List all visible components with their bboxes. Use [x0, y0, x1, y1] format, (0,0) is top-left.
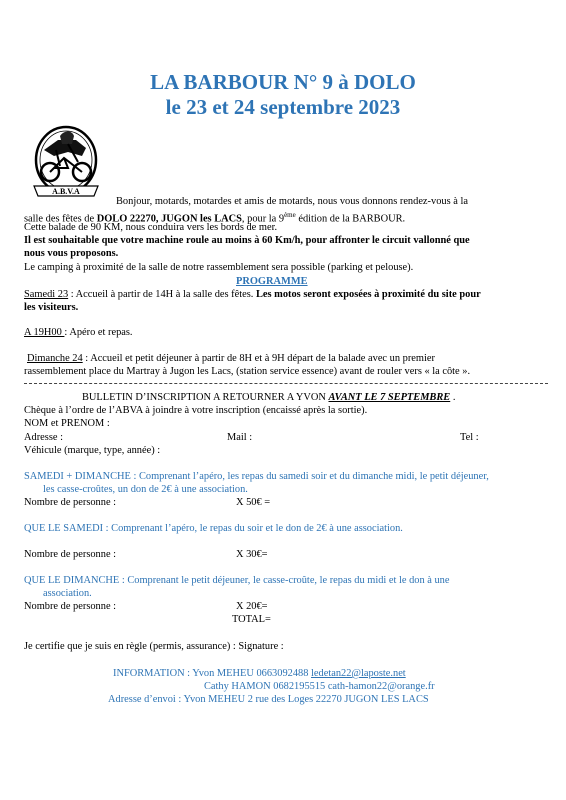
info-email-link[interactable]: ledetan22@laposte.net [311, 668, 406, 679]
logo-text: A.B.V.A [52, 187, 80, 196]
contact-line-3: Adresse d’envoi : Yvon MEHEU 2 rue des Loges 22270 JUGON LES LACS [108, 694, 429, 705]
intro-line-2: salle des fêtes de DOLO 22270, JUGON les LACS, pour la 9ème édition de la BARBOUR. [24, 211, 406, 225]
option-2: QUE LE SAMEDI : Comprenant l’apéro, le repas du soir et le don de 2€ à une association. [24, 523, 403, 534]
title-line-1: LA BARBOUR N° 9 à DOLO [150, 70, 416, 94]
dashed-divider [24, 383, 548, 384]
info-line: INFORMATION : Yvon MEHEU 0663092488 ledetan22@laposte.net [113, 668, 406, 679]
nb-personne-1[interactable]: Nombre de personne : [24, 497, 117, 508]
option-1-line-2: les casse-croûtes, un don de 2€ à une association. [43, 484, 248, 495]
contact-line-2: Cathy HAMON 0682195515 cath-hamon22@orange.fr [204, 681, 435, 692]
price-1: X 50€ = [236, 497, 271, 508]
intro-line-1: Bonjour, motards, motardes et amis de motards, nous vous donnons rendez-vous à la [116, 196, 468, 207]
apero-line: A 19H00 : Apéro et repas. [24, 327, 133, 338]
option-3-line-2: association. [43, 588, 92, 599]
samedi-line-2: les visiteurs. [24, 302, 79, 313]
abva-logo-image [24, 122, 116, 204]
samedi-line: Samedi 23 : Accueil à partir de 14H à la salle des fêtes. Les motos seront exposées à proximité du site pour [24, 289, 481, 300]
cheque-line: Chèque à l’ordre de l’ABVA à joindre à votre inscription (encaissé après la sortie). [24, 405, 368, 416]
nb-personne-3[interactable]: Nombre de personne : [24, 601, 117, 612]
intro-line-6: Le camping à proximité de la salle de notre rassemblement sera possible (parking et pelouse). [24, 262, 414, 273]
mail-field[interactable]: Mail : [227, 432, 253, 443]
vehicule-field[interactable]: Véhicule (marque, type, année) : [24, 445, 161, 456]
intro-line-5: nous vous proposons. [24, 248, 119, 259]
option-1-line-1: SAMEDI + DIMANCHE : Comprenant l’apéro, les repas du samedi soir et du dimanche midi, le petit déjeuner, [24, 471, 489, 482]
nom-field[interactable]: NOM et PRENOM : [24, 418, 110, 429]
bulletin-heading: BULLETIN D’INSCRIPTION A RETOURNER A YVON AVANT LE 7 SEPTEMBRE . [82, 392, 456, 403]
dimanche-line: Dimanche 24 : Accueil et petit déjeuner à partir de 8H et à 9H départ de la balade avec un premier [27, 353, 435, 364]
price-3: X 20€= [236, 601, 268, 612]
adresse-field[interactable]: Adresse : [24, 432, 63, 443]
total-field[interactable]: TOTAL= [232, 614, 271, 625]
price-2: X 30€= [236, 549, 268, 560]
title-line-2: le 23 et 24 septembre 2023 [165, 95, 401, 119]
option-3-line-1: QUE LE DIMANCHE : Comprenant le petit déjeuner, le casse-croûte, le repas du midi et le don à une [24, 575, 450, 586]
intro-line-4: Il est souhaitable que votre machine roule au moins à 60 Km/h, pour affronter le circuit vallonné que [24, 235, 470, 246]
dimanche-line-2: rassemblement place du Martray à Jugon les Lacs, (station service essence) avant de rouler vers « la côte ». [24, 366, 471, 377]
intro-line-3: Cette balade de 90 KM, nous conduira vers les bords de mer. [24, 222, 278, 233]
programme-heading: PROGRAMME [236, 276, 308, 287]
certify-line: Je certifie que je suis en règle (permis, assurance) : Signature : [24, 641, 284, 652]
nb-personne-2[interactable]: Nombre de personne : [24, 549, 117, 560]
tel-field[interactable]: Tel : [460, 432, 479, 443]
